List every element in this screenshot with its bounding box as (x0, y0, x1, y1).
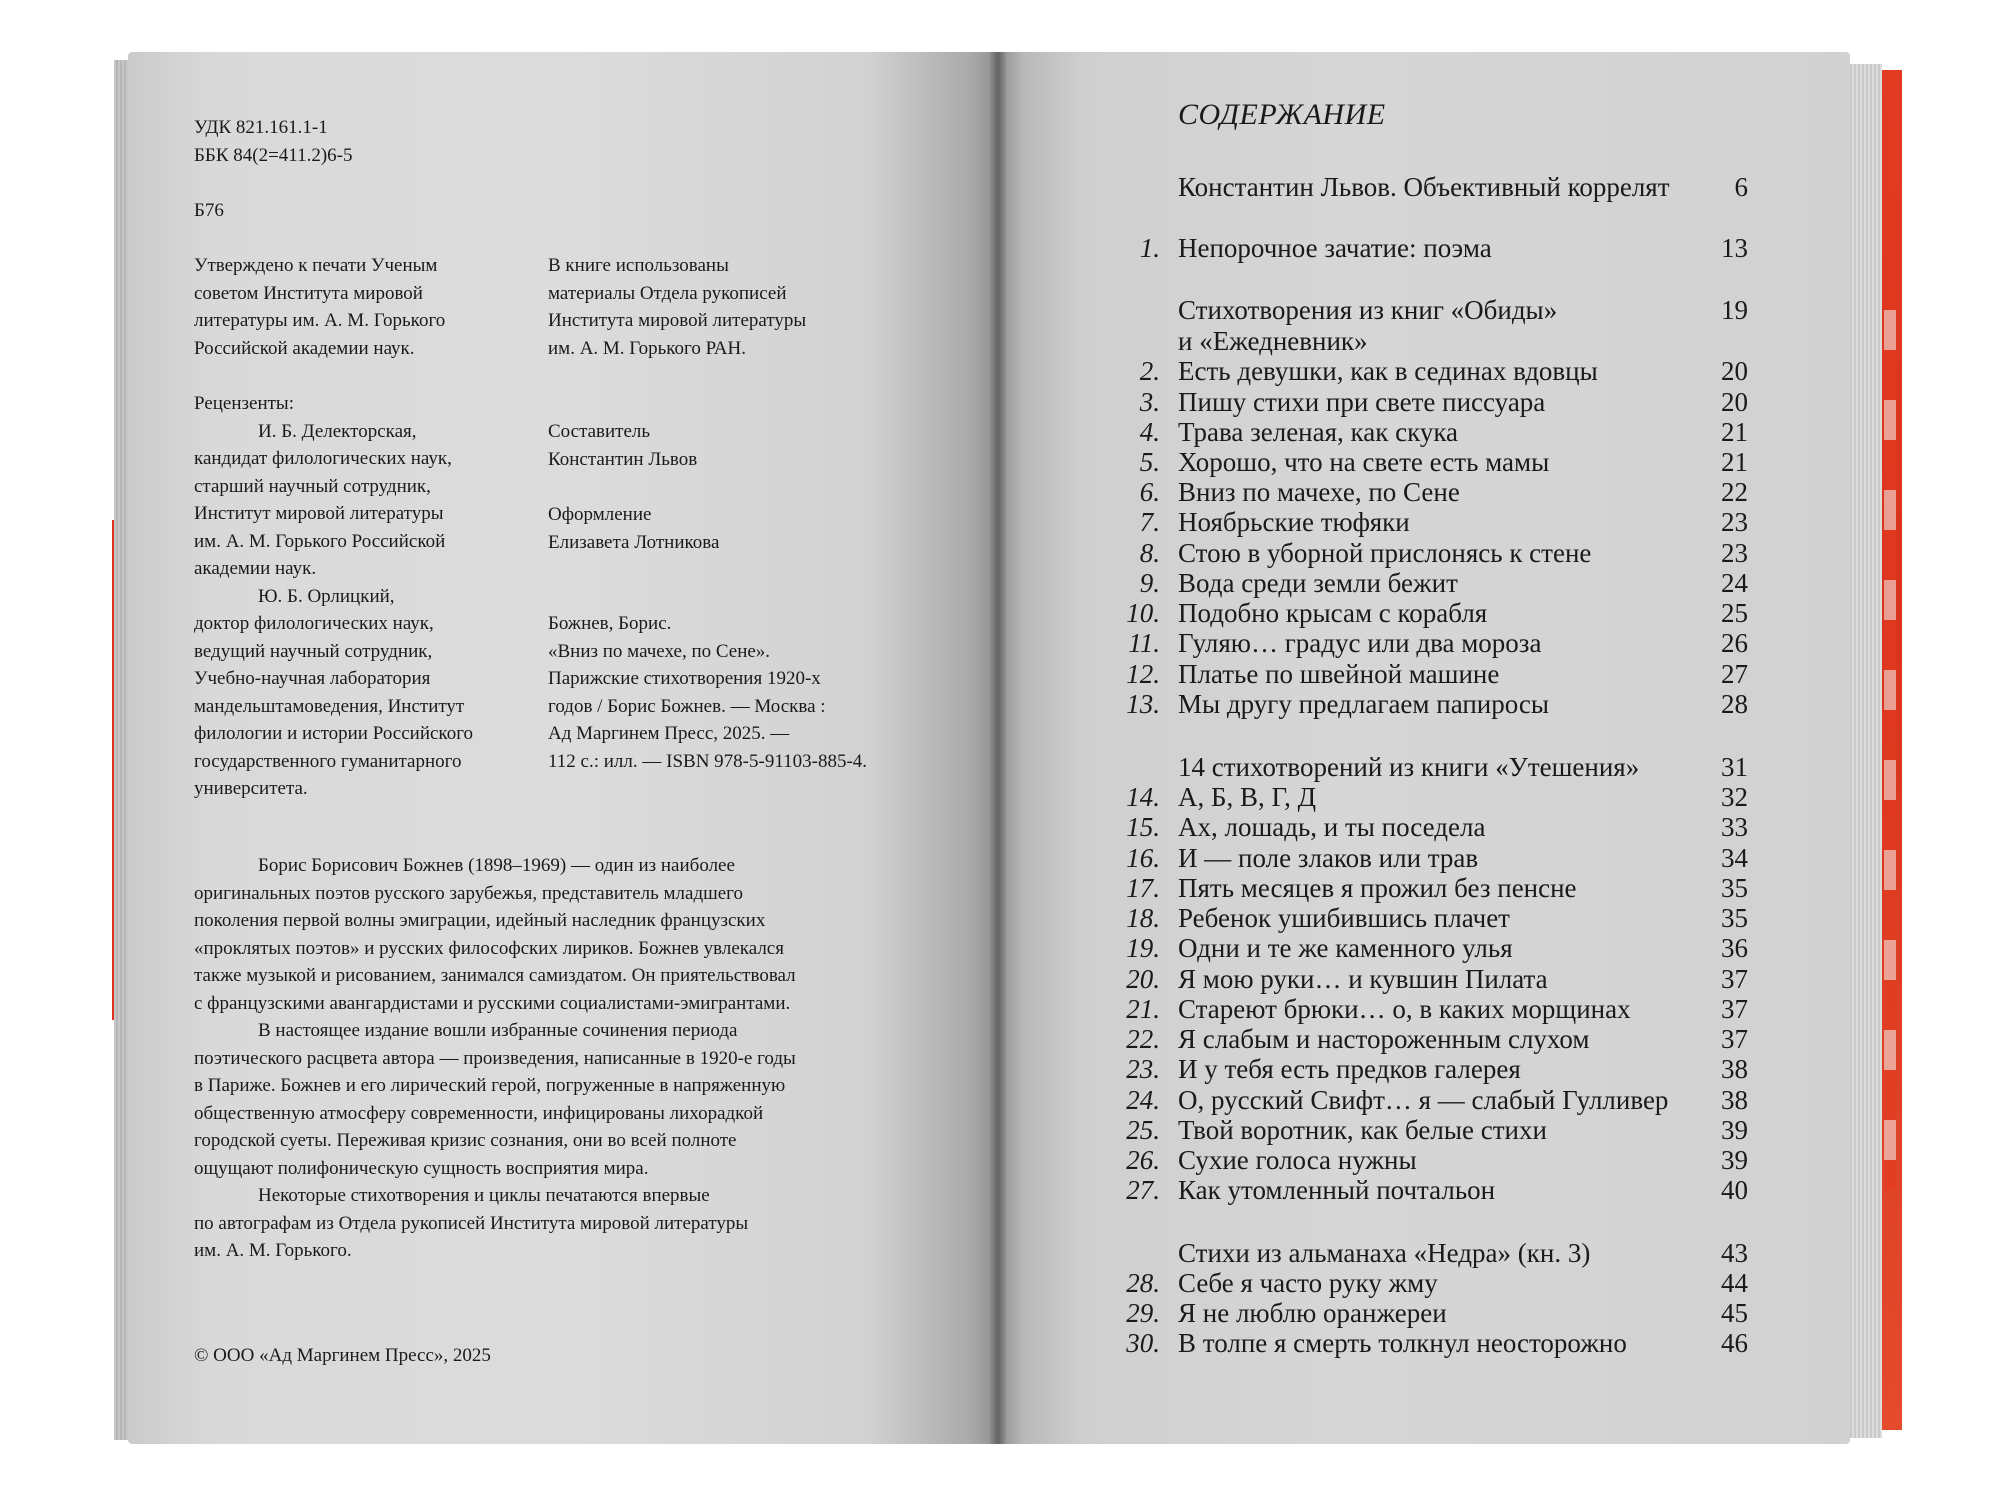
toc-entry-page: 27 (1721, 659, 1748, 689)
toc-entry (998, 1328, 1850, 1359)
toc-entry-page: 37 (1721, 994, 1748, 1024)
toc-entry-number: 12. (1126, 659, 1160, 689)
toc-entry (998, 568, 1850, 599)
toc-title: СОДЕРЖАНИЕ (1178, 98, 1386, 131)
toc-entry-number: 19. (1126, 933, 1160, 963)
toc-entry-title: Пишу стихи при свете писсуара (1178, 387, 1546, 417)
toc-entry-page: 23 (1721, 507, 1748, 537)
toc-entry-title: Есть девушки, как в сединах вдовцы (1178, 356, 1598, 386)
author-mark: Б76 (194, 200, 224, 221)
toc-entry-title: Платье по швейной машине (1178, 659, 1500, 689)
toc-entry (998, 295, 1850, 326)
toc-entry (998, 843, 1850, 874)
toc-entry (998, 1054, 1850, 1085)
design-block: Оформление Елизавета Лотникова (548, 504, 720, 553)
toc-entry (998, 477, 1850, 508)
toc-entry (998, 1145, 1850, 1176)
toc-entry-page: 34 (1721, 843, 1748, 873)
toc-entry-title: В толпе я смерть толкнул неосторожно (1178, 1328, 1627, 1358)
toc-entry-number: 28. (1126, 1268, 1160, 1298)
toc-entry (998, 447, 1850, 478)
toc-entry-number: 22. (1126, 1024, 1160, 1054)
toc-entry (998, 507, 1850, 538)
reviewers-block: Рецензенты: И. Б. Делекторская, кандидат филологических наук, старший научный сотрудник, Институт мировой литературы им. А. М. Горького Российской академии наук. Ю. Б. Орлицкий, доктор филологических наук, ведущий научный сотрудник, Учебно-научная лаборатория мандельштамоведения, Институт филологии и истории Российского государственного гуманитарного университета. (194, 390, 473, 803)
toc-entry-page: 23 (1721, 538, 1748, 568)
toc-entry-page: 13 (1721, 233, 1748, 263)
toc-entry (998, 1268, 1850, 1299)
toc-entry-page: 37 (1721, 1024, 1748, 1054)
toc-entry-title: Трава зеленая, как скука (1178, 417, 1459, 447)
toc-entry-page: 37 (1721, 964, 1748, 994)
toc-entry-page: 36 (1721, 933, 1748, 963)
toc-entry-title: Твой воротник, как белые стихи (1178, 1115, 1547, 1145)
toc-entry (998, 1238, 1850, 1269)
toc-entry-number: 14. (1126, 782, 1160, 812)
reviewers-label: Рецензенты: (194, 393, 294, 414)
toc-entry (998, 1024, 1850, 1055)
toc-entry-title: Я мою руки… и кувшин Пилата (1178, 964, 1548, 994)
toc-entry-title: Ребенок ушибившись плачет (1178, 903, 1510, 933)
toc-entry-title: и «Ежедневник» (1178, 326, 1368, 356)
toc-entry-page: 25 (1721, 598, 1748, 628)
toc-entry (998, 417, 1850, 448)
toc-entry-page: 24 (1721, 568, 1748, 598)
toc-entry-page: 38 (1721, 1085, 1748, 1115)
toc-entry (998, 903, 1850, 934)
toc-entry-number: 7. (1139, 507, 1160, 537)
toc-entry (998, 356, 1850, 387)
toc-entry-number: 27. (1126, 1175, 1160, 1205)
toc-entry-number: 13. (1126, 689, 1160, 719)
toc-entry (998, 1298, 1850, 1329)
bibliographic-record: Божнев, Борис. «Вниз по мачехе, по Сене». Парижские стихотворения 1920-х годов / Борис Божнев. — Москва : Ад Маргинем Пресс, 2025. — 112 с.: илл. — ISBN 978-5-91103-885-4. (548, 613, 868, 772)
toc-entry-page: 46 (1721, 1328, 1748, 1358)
toc-entry (998, 233, 1850, 264)
toc-entry-number: 23. (1126, 1054, 1160, 1084)
toc-entry (998, 1115, 1850, 1146)
toc-entry-title: Вниз по мачехе, по Сене (1178, 477, 1460, 507)
toc-entry (998, 933, 1850, 964)
toc-entry-page: 45 (1721, 1298, 1748, 1328)
toc-entry-page: 35 (1721, 873, 1748, 903)
toc-entry-title: Я слабым и настороженным слухом (1178, 1024, 1590, 1054)
toc-entry-number: 20. (1126, 964, 1160, 994)
toc-entry-number: 9. (1139, 568, 1160, 598)
toc-entry-page: 20 (1721, 387, 1748, 417)
toc-entry-page: 44 (1721, 1268, 1748, 1298)
toc-entry-title: Вода среди земли бежит (1178, 568, 1458, 598)
toc-entry-number: 6. (1139, 477, 1160, 507)
left-page (128, 52, 998, 1444)
toc-entry-number: 4. (1139, 417, 1160, 447)
toc-entry-page: 21 (1721, 447, 1748, 477)
toc-entry-page: 26 (1721, 628, 1748, 658)
toc-entry-title: 14 стихотворений из книги «Утешения» (1178, 752, 1640, 782)
toc-entry-title: Гуляю… градус или два мороза (1178, 628, 1542, 658)
compiler-block: Составитель Константин Львов (548, 421, 698, 470)
spine-gutter (990, 52, 1006, 1444)
toc-entry (998, 659, 1850, 690)
toc-entry-page: 22 (1721, 477, 1748, 507)
toc-entry-number: 2. (1139, 356, 1160, 386)
bbk-code: ББК 84(2=411.2)6-5 (194, 145, 353, 166)
toc-entry-page: 40 (1721, 1175, 1748, 1205)
toc-entry-number: 29. (1126, 1298, 1160, 1328)
toc-entry (998, 1175, 1850, 1206)
toc-entry-page: 43 (1721, 1238, 1748, 1268)
materials-note: В книге использованы материалы Отдела рукописей Института мировой литературы им. А. М. Горького РАН. (548, 255, 807, 359)
toc-entry-number: 24. (1126, 1085, 1160, 1115)
right-page (998, 52, 1850, 1444)
toc-entry-number: 16. (1126, 843, 1160, 873)
toc-entry (998, 538, 1850, 569)
toc-entry-title: Как утомленный почтальон (1178, 1175, 1496, 1205)
toc-entry-number: 3. (1139, 387, 1160, 417)
toc-entry (998, 964, 1850, 995)
toc-entry (998, 387, 1850, 418)
toc-entry (998, 994, 1850, 1025)
toc-entry-title: Я не люблю оранжереи (1178, 1298, 1447, 1328)
annotation: Борис Борисович Божнев (1898–1969) — один из наиболее оригинальных поэтов русского зарубежья, представитель младшего поколения первой волны эмиграции, идейный наследник французских «проклятых поэтов» и русских философских лириков. Божнев увлекался также музыкой и рисованием, занимался самиздатом. Он приятельствовал с французскими авангардистами и русскими социалистами-эмигрантами. В настоящее издание вошли избранные сочинения периода поэтического расцвета автора — произведения, написанные в 1920-е годы в Париже. Божнев и его лирический герой, погруженные в напряженную общественную атмосферу современности, инфицированы лихорадкой городской суеты. Переживая кризис сознания, они во всей полноте ощущают полифоническую сущность восприятия мира. Некоторые стихотворения и циклы печатаются впервые по автографам из Отдела рукописей Института мировой литературы им. А. М. Горького. (194, 855, 796, 1261)
toc-entry-title: Хорошо, что на свете есть мамы (1178, 447, 1550, 477)
toc-entry-title: Сухие голоса нужны (1178, 1145, 1417, 1175)
toc-entry-number: 25. (1126, 1115, 1160, 1145)
toc-entry (998, 812, 1850, 843)
toc-entry-title: Стою в уборной прислонясь к стене (1178, 538, 1592, 568)
cover-edge-right (1880, 70, 1902, 1430)
toc-entry-title: Непорочное зачатие: поэма (1178, 233, 1492, 263)
toc-entry-page: 39 (1721, 1115, 1748, 1145)
toc-entry-number: 10. (1126, 598, 1160, 628)
toc-entry-page: 21 (1721, 417, 1748, 447)
toc-entry-page: 32 (1721, 782, 1748, 812)
toc-entry-number: 30. (1126, 1328, 1160, 1358)
copyright: © ООО «Ад Маргинем Пресс», 2025 (194, 1345, 491, 1366)
toc-entry-page: 38 (1721, 1054, 1748, 1084)
toc-entry (998, 782, 1850, 813)
toc-entry-page: 31 (1721, 752, 1748, 782)
toc-entry-number: 5. (1139, 447, 1160, 477)
toc-entry-title: О, русский Свифт… я — слабый Гулливер (1178, 1085, 1669, 1115)
toc-entry-page: 19 (1721, 295, 1748, 325)
toc-entry-title: Подобно крысам с корабля (1178, 598, 1488, 628)
toc-entry-number: 17. (1126, 873, 1160, 903)
toc-entry-title: Одни и те же каменного улья (1178, 933, 1513, 963)
toc-entry-page: 33 (1721, 812, 1748, 842)
toc-entry-number: 11. (1128, 628, 1160, 658)
udk-code: УДК 821.161.1-1 (194, 117, 328, 138)
toc-entry (998, 628, 1850, 659)
toc-entry-title: Себе я часто руку жму (1178, 1268, 1438, 1298)
toc-entry-title: Пять месяцев я прожил без пенсне (1178, 873, 1577, 903)
toc-entry-number: 1. (1139, 233, 1160, 263)
toc-entry-title: Стихи из альманаха «Недра» (кн. 3) (1178, 1238, 1591, 1268)
toc-entry (998, 689, 1850, 720)
toc-entry-page: 20 (1721, 356, 1748, 386)
toc-entry-page: 39 (1721, 1145, 1748, 1175)
toc-entry (998, 752, 1850, 783)
toc-entry (998, 326, 1850, 357)
toc-entry (998, 172, 1850, 203)
toc-entry-number: 21. (1126, 994, 1160, 1024)
toc-entry-title: Ах, лошадь, и ты поседела (1178, 812, 1486, 842)
toc-entry-title: Мы другу предлагаем папиросы (1178, 689, 1550, 719)
toc-entry-number: 8. (1139, 538, 1160, 568)
toc-entry-title: А, Б, В, Г, Д (1178, 782, 1316, 812)
toc-entry-page: 28 (1721, 689, 1748, 719)
toc-entry-number: 15. (1126, 812, 1160, 842)
approval-note: Утверждено к печати Ученым советом Института мировой литературы им. А. М. Горького Российской академии наук. (194, 255, 446, 359)
toc-entry (998, 598, 1850, 629)
toc-entry-title: Ноябрьские тюфяки (1178, 507, 1410, 537)
toc-entry-title: Константин Львов. Объективный коррелят (1178, 172, 1670, 202)
toc-entry-page: 35 (1721, 903, 1748, 933)
toc-entry (998, 1085, 1850, 1116)
toc-entry-number: 26. (1126, 1145, 1160, 1175)
toc-entry-title: Стареют брюки… о, в каких морщинах (1178, 994, 1631, 1024)
toc-entry-title: И — поле злаков или трав (1178, 843, 1479, 873)
page-stack-right (1848, 64, 1882, 1438)
toc-entry (998, 873, 1850, 904)
toc-entry-title: Стихотворения из книг «Обиды» (1178, 295, 1558, 325)
toc-entry-page: 6 (1734, 172, 1748, 202)
toc-entry-number: 18. (1126, 903, 1160, 933)
toc-entry-title: И у тебя есть предков галерея (1178, 1054, 1521, 1084)
